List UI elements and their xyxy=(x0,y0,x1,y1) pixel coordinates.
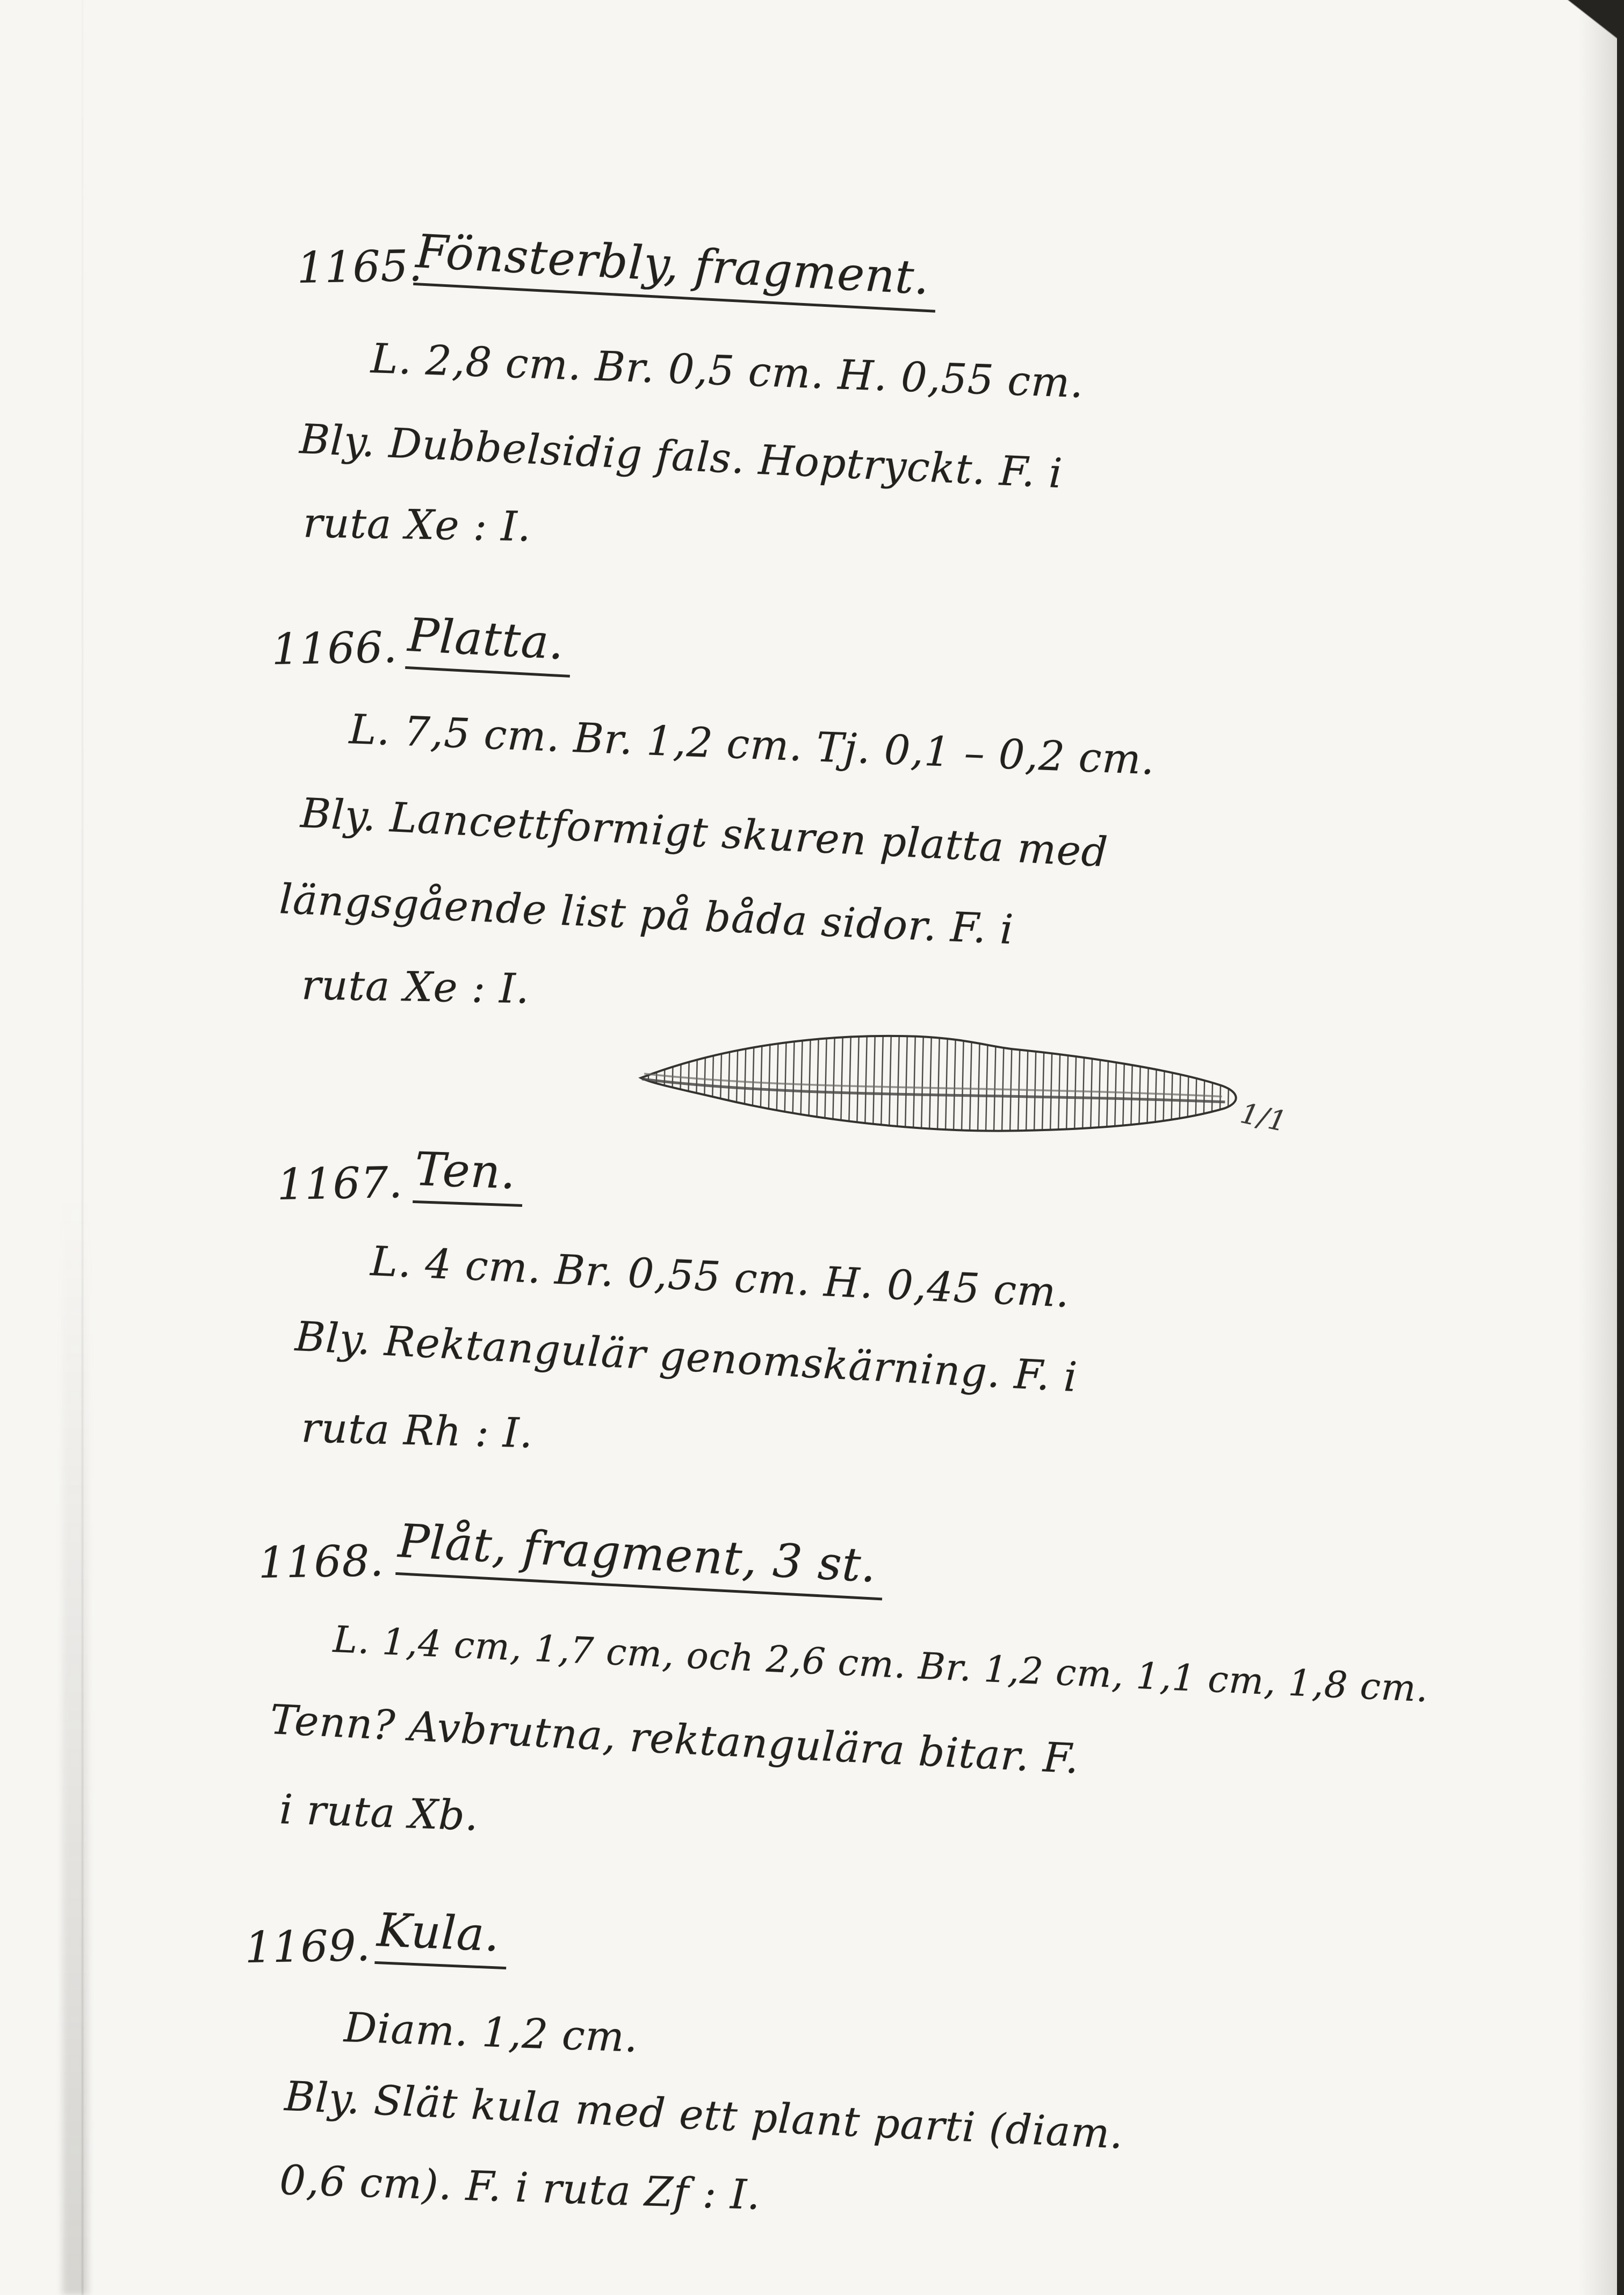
platta-sketch xyxy=(637,1009,1262,1148)
gutter-shadow-band xyxy=(62,1193,88,2295)
entry-1166-line: Bly. Lancettformigt skuren platta med xyxy=(299,789,1109,876)
entry-title-1168: Plåt, fragment, 3 st. xyxy=(395,1514,885,1600)
entry-1168-line: L. 1,4 cm, 1,7 cm, och 2,6 cm. Br. 1,2 cm, 1,1 cm, 1,8 cm. xyxy=(332,1618,1430,1711)
figure-scale-label: 1/1 xyxy=(1237,1097,1290,1139)
entry-1168-line: i ruta Xb. xyxy=(278,1785,480,1840)
entry-number-1169: 1169. xyxy=(244,1920,371,1973)
page-corner-background xyxy=(1543,0,1624,102)
entry-title-1165: Fönsterbly, fragment. xyxy=(413,225,939,313)
entry-1167-line: ruta Rh : I. xyxy=(300,1404,534,1457)
entry-number-1167: 1167. xyxy=(277,1157,403,1210)
entry-number-1168: 1168. xyxy=(258,1535,385,1588)
entry-1165-line: L. 2,8 cm. Br. 0,5 cm. H. 0,55 cm. xyxy=(370,334,1085,407)
platta-outline xyxy=(640,1031,1237,1136)
entry-1165-line: ruta Xe : I. xyxy=(302,499,532,551)
entry-1167-line: Bly. Rektangulär genomskärning. F. i xyxy=(294,1312,1079,1401)
entry-1166-line: L. 7,5 cm. Br. 1,2 cm. Tj. 0,1 – 0,2 cm. xyxy=(348,705,1156,784)
entry-1166-line: ruta Xe : I. xyxy=(301,961,530,1013)
entry-1169-line: Diam. 1,2 cm. xyxy=(343,2003,639,2062)
entry-1169-line: 0,6 cm). F. i ruta Zf : I. xyxy=(279,2156,762,2219)
entry-1166-line: längsgående list på båda sidor. F. i xyxy=(278,875,1015,954)
entry-1167-line: L. 4 cm. Br. 0,55 cm. H. 0,45 cm. xyxy=(369,1237,1071,1316)
entry-title-1169: Kula. xyxy=(374,1903,508,1969)
entry-1169-line: Bly. Slät kula med ett plant parti (diam. xyxy=(283,2072,1125,2158)
entry-number-1165: 1165. xyxy=(297,240,423,293)
entry-1165-line: Bly. Dubbelsidig fals. Hoptryckt. F. i xyxy=(298,415,1064,498)
entry-1168-line: Tenn? Avbrutna, rektangulära bitar. F. xyxy=(269,1695,1080,1783)
book-binding-edge xyxy=(1617,0,1624,2295)
entry-title-1166: Platta. xyxy=(405,608,573,678)
entry-title-1167: Ten. xyxy=(413,1142,524,1207)
entry-number-1166: 1166. xyxy=(271,622,398,674)
